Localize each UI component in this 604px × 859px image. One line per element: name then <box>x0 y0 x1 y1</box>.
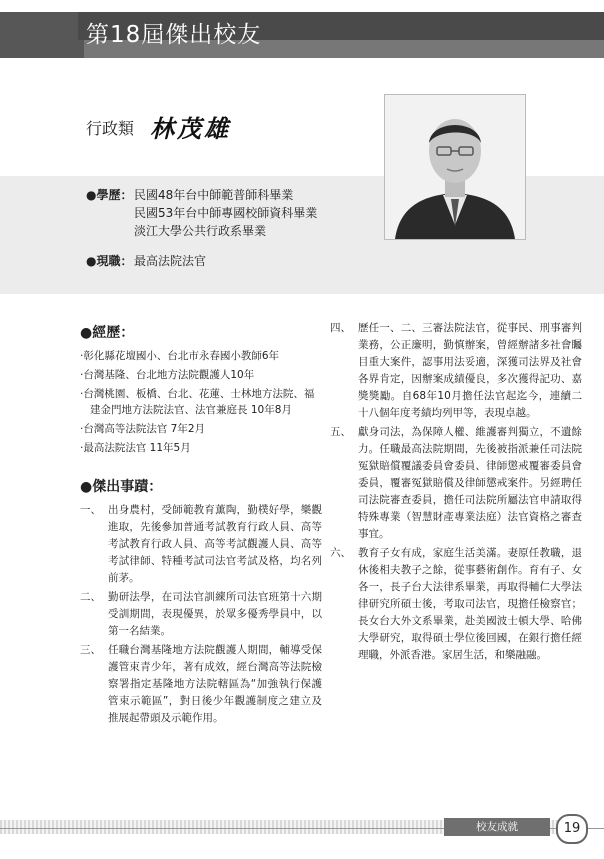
experience-item: ‧台灣高等法院法官 7年2月 <box>80 423 206 435</box>
achievement-text: 教育子女有成，家庭生活美滿。妻原任教職，退休後相夫教子之餘，從事藝術創作。育有子、女各一，長子台大法律系畢業，再取得輔仁大學法律研究所碩士後，考取司法官，現擔任檢察官；長女台大外文系畢業，赴美國波士頓大學、哈佛大學研究，取得碩士學位後回國，在銀行擔任經理職，外派香港。家居生活，和樂融融。 <box>358 547 582 661</box>
achievement-text: 勤研法學，在司法官訓練所司法官班第十六期受訓期間，表現優異，於眾多優秀學員中，以第一名結業。 <box>108 591 322 637</box>
achievements-heading: ●傑出事蹟： <box>80 479 163 495</box>
current-position <box>86 252 206 269</box>
experience-item: ‧台灣桃園、板橋、台北、花蓮、士林地方法院、福建金門地方法院法官、法官兼庭長 10年8月 <box>80 388 315 416</box>
right-column <box>330 320 582 666</box>
achievement-item <box>330 545 582 664</box>
portrait-photo <box>384 94 526 240</box>
education-item: 民國48年台中師範普師科畢業 <box>134 188 294 202</box>
achievement-number: 三、 <box>80 644 101 656</box>
achievement-item <box>80 642 322 727</box>
achievement-text: 歷任一、二、三審法院法官，從事民、刑事審判業務，公正廉明，勤慎辦案，曾經辦諸多社會矚目重大案件，認事用法妥適，深獲司法界及社會各界肯定，因辦案成績優良，多次獲得記功、嘉獎獎勵。自68年10月擔任法官起迄今，連續二十八個年度考績均列甲等，表現卓越。 <box>358 322 582 419</box>
position-value: 最高法院法官 <box>134 254 207 268</box>
footer-section-label: 校友成就 <box>444 818 550 836</box>
achievement-text: 獻身司法，為保障人權、維護審判獨立，不遺餘力。任職最高法院期間，先後被指派兼任司法院冤獄賠償覆議委員會委員、律師懲戒覆審委員會委員，覆審冤獄賠償及律師懲戒案件。另經聘任司法院審查委員，擔任司法院所屬法官申請取得特殊專業（智慧財產專業法庭）法官資格之審查事宜。 <box>358 426 582 540</box>
achievement-text: 出身農村，受師範教育薰陶，勤樸好學，樂觀進取，先後參加普通考試教育行政人員、高等考試教育行政人員、高等考試觀護人員、高等考試律師、特種考試司法官考試及格，均名列前茅。 <box>108 504 322 584</box>
achievement-number: 五、 <box>330 426 351 438</box>
position-label: ●現職： <box>86 254 133 268</box>
education-label: ●學歷： <box>86 188 133 202</box>
experience-item: ‧台灣基隆、台北地方法院觀護人10年 <box>80 369 255 381</box>
page-number: 19 <box>556 814 588 844</box>
left-column <box>80 322 322 729</box>
award-category: 行政類 <box>86 119 135 138</box>
page-title: 第18屆傑出校友 <box>86 22 262 48</box>
achievement-number: 六、 <box>330 547 351 559</box>
achievement-item <box>80 589 322 640</box>
achievement-number: 一、 <box>80 504 101 516</box>
achievement-item <box>80 502 322 587</box>
achievement-text: 任職台灣基隆地方法院觀護人期間，輔導受保護管束青少年，著有成效，經台灣高等法院檢察署指定基隆地方法院轄區為“加強執行保護管束示範區”，對日後少年觀護制度之建立及推展起帶頭及示範作用。 <box>108 644 322 724</box>
education-item: 民國53年台中師專國校師資科畢業 <box>134 206 318 220</box>
achievement-item <box>330 424 582 543</box>
achievement-item <box>330 320 582 422</box>
education-section <box>86 186 317 240</box>
portrait-illustration <box>385 95 525 239</box>
achievement-number: 二、 <box>80 591 101 603</box>
experience-heading: ●經歷： <box>80 325 135 341</box>
experience-list <box>80 348 322 456</box>
achievement-number: 四、 <box>330 322 351 334</box>
alumnus-name: 林茂雄 <box>150 114 231 143</box>
experience-item: ‧彰化縣花壇國小、台北市永春國小教師6年 <box>80 350 280 362</box>
education-item: 淡江大學公共行政系畢業 <box>134 224 267 238</box>
experience-item: ‧最高法院法官 11年5月 <box>80 442 191 454</box>
